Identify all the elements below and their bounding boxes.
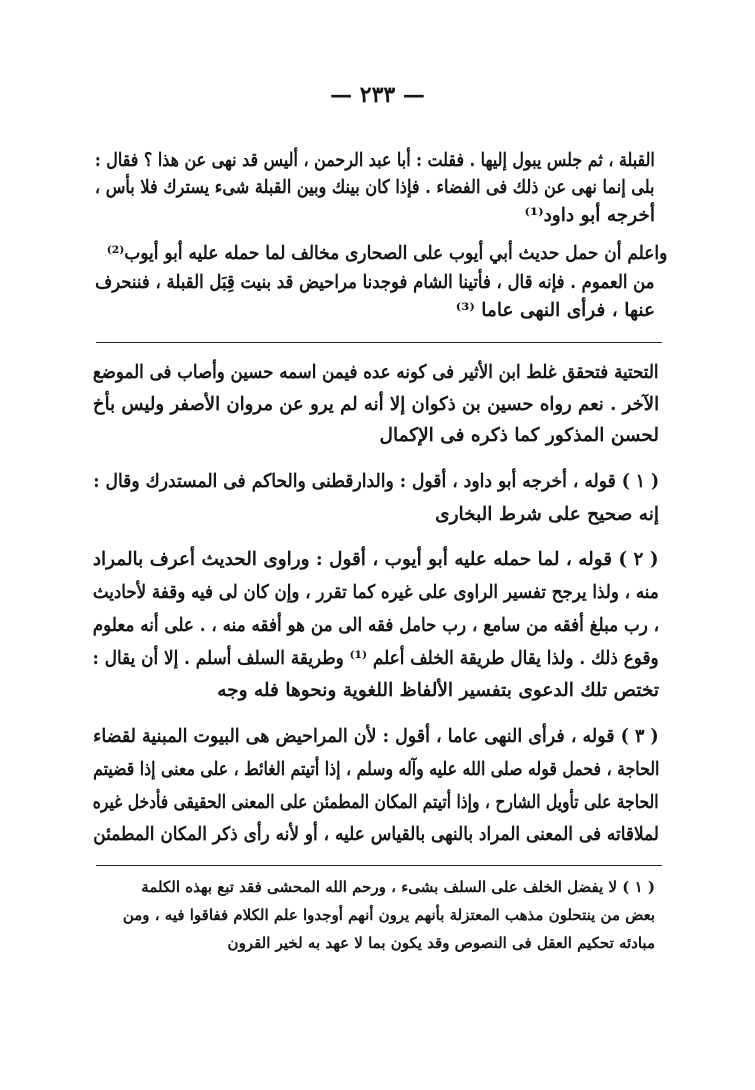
note-line: التحتية فتحقق غلط ابن الأثير فى كونه عده فيمن اسمه حسين وأصاب فى الموضع	[93, 362, 659, 383]
page-number: — ٢٣٣ —	[330, 82, 425, 108]
note-line: وقوع ذلك . ولذا يقال طريقة الخلف أعلم ⁽¹⁾ وطريقة السلف أسلم . إلا أن يقال :	[93, 648, 659, 669]
note-line: منه ، ولذا يرجح تفسير الراوى على غيره كما تقرر ، وإن كان لى فيه وقفة لأحاديث	[93, 582, 659, 603]
note-line: الحاجة على تأويل الشارح ، وإذا أتيتم المكان المطمئن على المعنى الحقيقى فأدخل غيره	[93, 792, 659, 813]
note-line: ( ٢ ) قوله ، لما حمله عليه أبو أيوب ، أقول : وراوى الحديث أعرف بالمراد	[93, 549, 659, 570]
note-line: لحسن المذكور كما ذكره فى الإكمال	[379, 425, 659, 446]
note-line: لملاقاته فى المعنى المراد بالنهى بالقياس عليه ، أو لأنه رأى ذكر المكان المطمئن	[93, 824, 659, 845]
note-line: الآخر . نعم رواه حسين بن ذكوان إلا أنه لم يرو عن مروان الأصفر وليس بأخ	[92, 394, 659, 415]
text-line: من العموم . فإنه قال ، فأتينا الشام فوجدنا مراحيض قد بنيت قِبَل القبلة ، فننحرف	[95, 272, 655, 293]
text-line: أخرجه أبو داود⁽¹⁾	[524, 205, 655, 226]
note-line: الحاجة ، فحمل قوله صلى الله عليه وآله وسلم ، إذا أتيتم الغائط ، على معنى إذا قضيتم	[92, 759, 659, 780]
footnote-line: مبادئه تحكيم العقل فى النصوص وقد يكون بما لا عهد به لخير القرون	[227, 934, 655, 952]
note-line: ( ١ ) قوله ، أخرجه أبو داود ، أقول : والدارقطنى والحاكم فى المستدرك وقال :	[93, 471, 659, 492]
footnote-line: بعض من ينتحلون مذهب المعتزلة بأنهم يرون أنهم أوجدوا علم الكلام ففاقوا فيه ، ومن	[122, 906, 655, 924]
note-line: إنه صحيح على شرط البخارى	[435, 504, 659, 525]
text-line: بلى إنما نهى عن ذلك فى الفضاء . فإذا كان بينك وبين القبلة شىء يسترك فلا بأس ،	[95, 177, 655, 198]
note-line: ( ٣ ) قوله ، فرأى النهى عاما ، أقول : لأن المراحيض هى البيوت المبنية لقضاء	[93, 726, 659, 747]
commentary-divider	[96, 342, 662, 343]
footnote-line: ( ١ ) لا يفضل الخلف على السلف بشىء ، ورحم الله المحشى فقد تبع بهذه الكلمة	[141, 878, 655, 896]
text-line: القبلة ، ثم جلس يبول إليها . فقلت : أبا عبد الرحمن ، أليس قد نهى عن هذا ؟ فقال :	[95, 150, 655, 171]
text-line: عنها ، فرأى النهى عاما ⁽³⁾	[455, 300, 655, 321]
footnote-divider	[96, 865, 662, 866]
note-line: تختص تلك الدعوى بتفسير الألفاظ اللغوية ونحوها فله وجه	[217, 680, 659, 701]
text-line: واعلم أن حمل حديث أبي أيوب على الصحارى مخالف لما حمله عليه أبو أيوب⁽²⁾	[106, 243, 667, 264]
note-line: ، رب مبلغ أفقه من سامع ، رب حامل فقه الى من هو أفقه منه ، . على أنه معلوم	[92, 615, 659, 636]
